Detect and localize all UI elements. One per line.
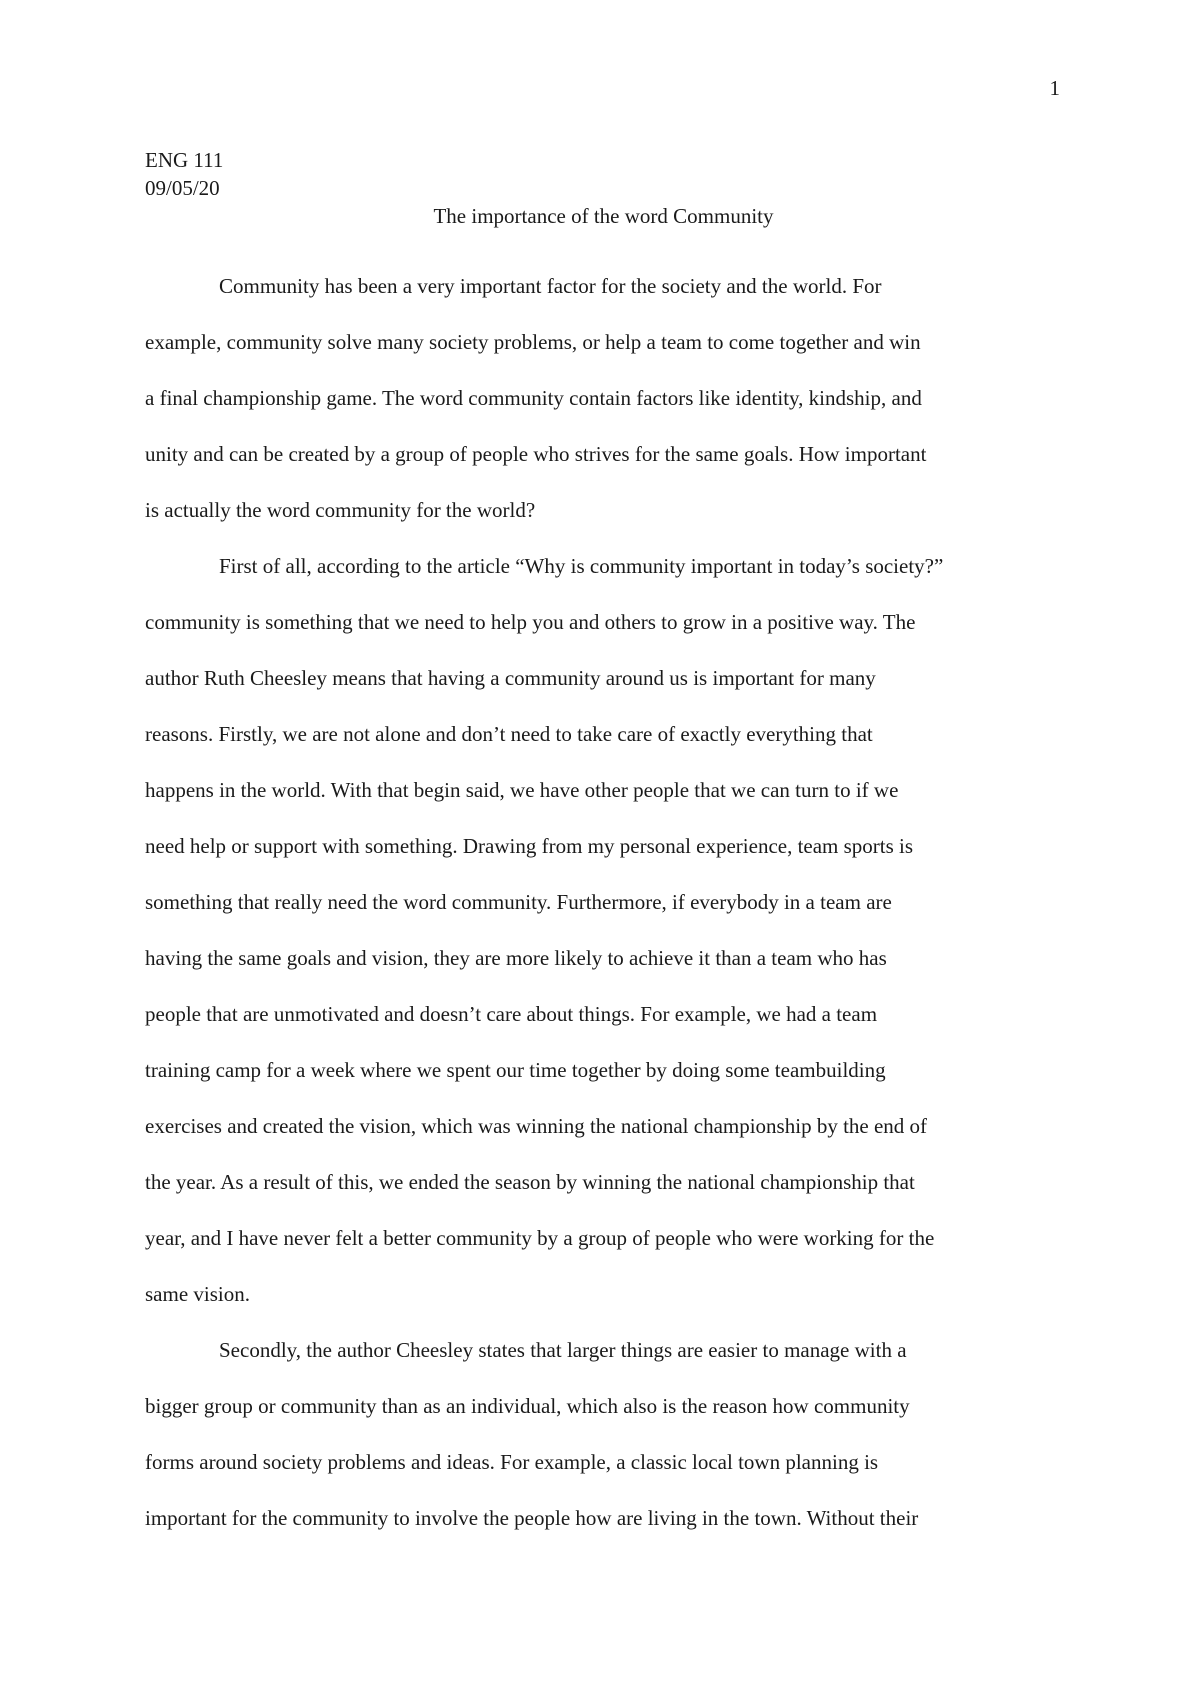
body-text-line: First of all, according to the article “Why is community important in today’s society?” [219, 554, 944, 578]
essay-body [145, 258, 1075, 1546]
body-text-line: something that really need the word community. Furthermore, if everybody in a team are [145, 890, 892, 914]
body-text-line: a final championship game. The word community contain factors like identity, kindship, and [145, 386, 922, 410]
body-text-line: important for the community to involve the people how are living in the town. Without their [145, 1506, 919, 1530]
body-text-line: year, and I have never felt a better community by a group of people who were working for the [145, 1226, 935, 1250]
body-text-line: unity and can be created by a group of people who strives for the same goals. How important [145, 442, 927, 466]
body-text-line: same vision. [145, 1282, 250, 1306]
body-text-line: training camp for a week where we spent our time together by doing some teambuilding [145, 1058, 886, 1082]
body-text-line: happens in the world. With that begin said, we have other people that we can turn to if we [145, 778, 899, 802]
body-text-line: need help or support with something. Drawing from my personal experience, team sports is [145, 834, 914, 858]
body-text-line: bigger group or community than as an individual, which also is the reason how community [145, 1394, 910, 1418]
body-text-line: the year. As a result of this, we ended the season by winning the national championship that [145, 1170, 915, 1194]
body-text-line: reasons. Firstly, we are not alone and don’t need to take care of exactly everything that [145, 722, 873, 746]
body-text-line: exercises and created the vision, which was winning the national championship by the end of [145, 1114, 928, 1138]
body-text-line: Secondly, the author Cheesley states that larger things are easier to manage with a [219, 1338, 907, 1362]
course-code: ENG 111 [145, 148, 224, 172]
essay-heading [145, 146, 223, 202]
body-text-line: community is something that we need to help you and others to grow in a positive way. The [145, 610, 916, 634]
essay-date: 09/05/20 [145, 176, 220, 200]
body-text-line: author Ruth Cheesley means that having a community around us is important for many [145, 666, 876, 690]
body-text-line: example, community solve many society problems, or help a team to come together and win [145, 330, 921, 354]
body-text-line: is actually the word community for the world? [145, 498, 536, 522]
page-number: 1 [1049, 76, 1060, 100]
body-text-line: Community has been a very important factor for the society and the world. For [219, 274, 882, 298]
body-text-line: forms around society problems and ideas. For example, a classic local town planning is [145, 1450, 879, 1474]
body-text-line: people that are unmotivated and doesn’t care about things. For example, we had a team [145, 1002, 878, 1026]
body-text-line: having the same goals and vision, they are more likely to achieve it than a team who has [145, 946, 887, 970]
essay-title: The importance of the word Community [433, 204, 774, 228]
